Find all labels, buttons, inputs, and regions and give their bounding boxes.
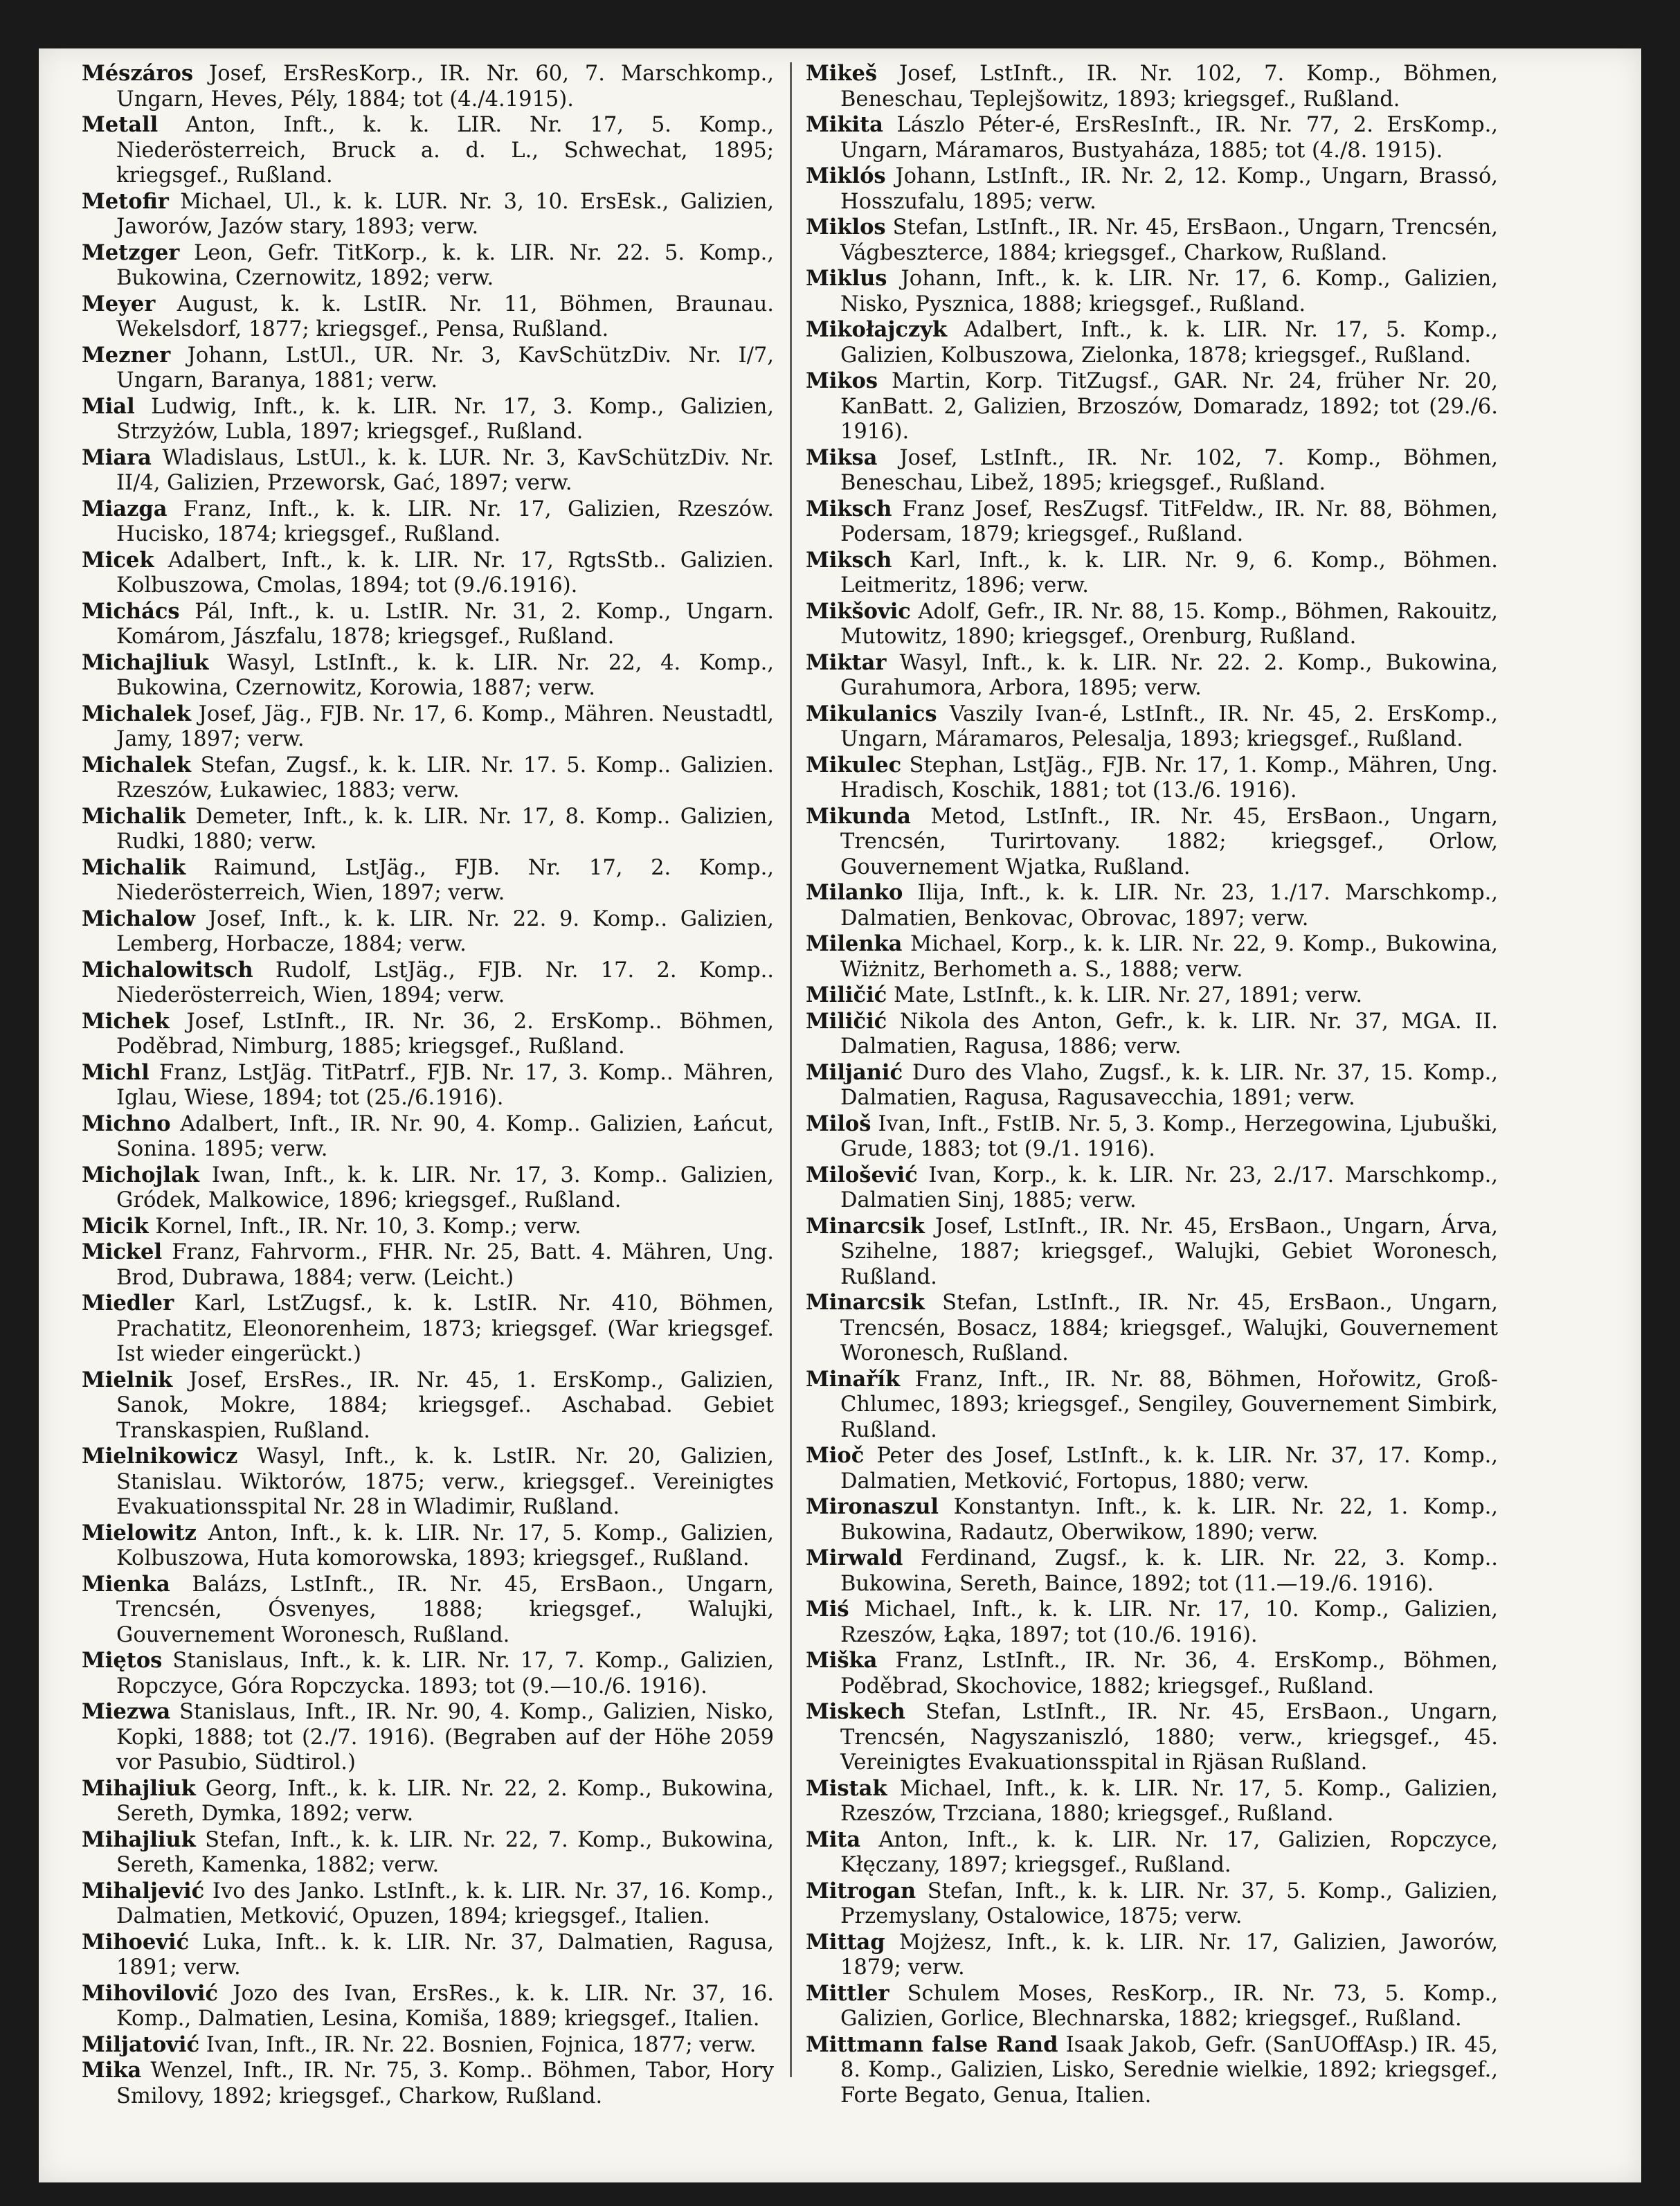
entry-details: Stephan, LstJäg., FJB. Nr. 17, 1. Komp., Mähren, Ung. Hradisch, Koschik, 1881; tot (13./6. 1916).	[840, 753, 1498, 802]
entry-details: Josef, LstInft., IR. Nr. 45, ErsBaon., Ungarn, Árva, Szihelne, 1887; kriegsgef., Walujki, Gebiet Woronesch, Rußland.	[840, 1214, 1498, 1289]
entry-details: Mate, LstInft., k. k. LIR. Nr. 27, 1891; verw.	[887, 983, 1363, 1007]
entry-details: Jozo des Ivan, ErsRes., k. k. LIR. Nr. 37, 16. Komp., Dalmatien, Lesina, Komiša, 1889; kriegsgef., Italien.	[116, 1981, 774, 2031]
list-entry	[82, 804, 774, 855]
entry-details: Wenzel, Inft., IR. Nr. 75, 3. Komp.. Böhmen, Tabor, Hory Smilovy, 1892; kriegsgef., Charkow, Rußland.	[116, 2059, 774, 2108]
entry-details: Pál, Inft., k. u. LstIR. Nr. 31, 2. Komp., Ungarn. Komárom, Jászfalu, 1878; kriegsgef., Rußland.	[116, 599, 774, 649]
entry-surname: Mial	[82, 393, 135, 419]
list-entry	[82, 343, 774, 394]
entry-surname: Michalek	[82, 752, 191, 778]
entry-surname: Mikos	[806, 368, 878, 393]
entry-details: Ferdinand, Zugsf., k. k. LIR. Nr. 22, 3. Komp.. Bukowina, Sereth, Baince, 1892; tot (11.—19./6. 1916).	[840, 1546, 1498, 1596]
list-entry	[806, 1163, 1498, 1214]
entry-details: Iwan, Inft., k. k. LIR. Nr. 17, 3. Komp.. Galizien, Gródek, Malkowice, 1896; kriegsgef., Rußland.	[116, 1163, 774, 1212]
entry-surname: Mezner	[82, 342, 171, 368]
list-entry	[82, 1291, 774, 1367]
entry-surname: Minarcsik	[806, 1213, 925, 1239]
list-entry	[806, 496, 1498, 548]
list-entry	[82, 650, 774, 701]
entry-details: Wasyl, Inft., k. k. LIR. Nr. 22. 2. Komp., Bukowina, Gurahumora, Arbora, 1895; verw.	[840, 650, 1498, 700]
entry-surname: Michalowitsch	[82, 957, 253, 983]
entry-surname: Miličić	[806, 983, 887, 1007]
entry-details: Josef, ErsResKorp., IR. Nr. 60, 7. Marschkomp., Ungarn, Heves, Pély, 1884; tot (4./4.1915).	[116, 62, 774, 111]
entry-details: Leon, Gefr. TitKorp., k. k. LIR. Nr. 22. 5. Komp., Bukowina, Czernowitz, 1892; verw.	[116, 240, 774, 290]
entry-details: Stanislaus, Inft., k. k. LIR. Nr. 17, 7. Komp., Galizien, Ropczyce, Góra Ropczycka. 1893; tot (9.—10./6. 1916).	[116, 1649, 774, 1698]
list-entry	[82, 240, 774, 292]
list-entry	[806, 1930, 1498, 1981]
entry-surname: Mittag	[806, 1929, 885, 1955]
list-entry	[806, 1878, 1498, 1930]
entry-surname: Milenka	[806, 931, 903, 956]
right-column	[806, 61, 1498, 2108]
entry-details: Nikola des Anton, Gefr., k. k. LIR. Nr. 37, MGA. II. Dalmatien, Ragusa, 1886; verw.	[840, 1009, 1498, 1059]
list-entry	[82, 61, 774, 112]
entry-surname: Michajliuk	[82, 649, 209, 675]
list-entry	[82, 701, 774, 753]
list-entry	[82, 1060, 774, 1111]
entry-surname: Mika	[82, 2058, 142, 2083]
list-entry	[82, 1163, 774, 1214]
entry-details: Johann, LstInft., IR. Nr. 2, 12. Komp., Ungarn, Brassó, Hosszufalu, 1895; verw.	[840, 164, 1498, 214]
entry-details: Mojżesz, Inft., k. k. LIR. Nr. 17, Galizien, Jaworów, 1879; verw.	[840, 1930, 1498, 1980]
entry-details: Wasyl, Inft., k. k. LstIR. Nr. 20, Galizien, Stanislau. Wiktorów, 1875; verw., kriegsgef.. Vereinigtes Evakuationsspital Nr. 28 in Wladimir, Rußland.	[116, 1444, 774, 1519]
entry-details: Josef, LstInft., IR. Nr. 102, 7. Komp., Böhmen, Beneschau, Libež, 1895; kriegsgef., Rußland.	[840, 445, 1498, 495]
list-entry	[82, 1367, 774, 1444]
entry-surname: Miloš	[806, 1111, 871, 1136]
entry-surname: Michalik	[82, 803, 186, 829]
entry-surname: Miklos	[806, 215, 886, 240]
entry-details: Konstantyn. Inft., k. k. LIR. Nr. 22, 1. Komp., Bukowina, Radautz, Oberwikow, 1890; verw.	[840, 1495, 1498, 1545]
list-entry	[82, 753, 774, 804]
entry-surname: Miazga	[82, 496, 168, 521]
entry-surname: Michno	[82, 1111, 171, 1136]
list-entry	[82, 1930, 774, 1981]
entry-surname: Miklós	[806, 163, 886, 188]
entry-details: Ivo des Janko. LstInft., k. k. LIR. Nr. 37, 16. Komp., Dalmatien, Metković, Opuzen, 1894; kriegsgef., Italien.	[116, 1878, 774, 1928]
entry-surname: Mienka	[82, 1571, 170, 1597]
entry-details: Franz Josef, ResZugsf. TitFeldw., IR. Nr. 88, Böhmen, Podersam, 1879; kriegsgef., Rußland.	[840, 496, 1498, 546]
list-entry	[82, 292, 774, 343]
list-entry	[82, 2032, 774, 2059]
entry-details: Metod, LstInft., IR. Nr. 45, ErsBaon., Ungarn, Trencsén, Turirtovany. 1882; kriegsgef., Orlow, Gouvernement Wjatka, Rußland.	[840, 804, 1498, 879]
entry-details: Adalbert, Inft., IR. Nr. 90, 4. Komp.. Galizien, Łańcut, Sonina. 1895; verw.	[116, 1111, 774, 1161]
list-entry	[806, 317, 1498, 368]
entry-details: Stefan, LstInft., IR. Nr. 45, ErsBaon., Ungarn, Trencsén, Bosacz, 1884; kriegsgef., Walujki, Gouvernement Woronesch, Rußland.	[840, 1291, 1498, 1365]
entry-details: Stefan, Inft., k. k. LIR. Nr. 37, 5. Komp., Galizien, Przemyslany, Ostalowice, 1875; verw.	[840, 1878, 1498, 1928]
list-entry	[806, 983, 1498, 1009]
entry-surname: Miklus	[806, 266, 887, 291]
list-entry	[806, 163, 1498, 215]
entry-details: Wasyl, LstInft., k. k. LIR. Nr. 22, 4. Komp., Bukowina, Czernowitz, Korowia, 1887; verw.	[116, 650, 774, 700]
entry-details: Franz, Inft., k. k. LIR. Nr. 17, Galizien, Rzeszów. Hucisko, 1874; kriegsgef., Rußland.	[116, 496, 774, 546]
entry-surname: Micek	[82, 547, 154, 573]
list-entry	[82, 906, 774, 958]
entry-details: Ludwig, Inft., k. k. LIR. Nr. 17, 3. Komp., Galizien, Strzyżów, Lubla, 1897; kriegsgef., Rußland.	[116, 394, 774, 444]
entry-surname: Michalow	[82, 906, 196, 931]
entry-surname: Miezwa	[82, 1699, 171, 1724]
entry-details: Kornel, Inft., IR. Nr. 10, 3. Komp.; verw.	[148, 1214, 581, 1239]
list-entry	[82, 1111, 774, 1163]
entry-surname: Micik	[82, 1213, 149, 1239]
entry-surname: Mikita	[806, 112, 883, 137]
entry-details: Wladislaus, LstUl., k. k. LUR. Nr. 3, KavSchützDiv. Nr. II/4, Galizien, Przeworsk, Gać, 1897; verw.	[116, 445, 774, 495]
entry-surname: Mikeš	[806, 61, 878, 86]
entry-surname: Mihajliuk	[82, 1827, 196, 1852]
entry-details: Franz, Fahrvorm., FHR. Nr. 25, Batt. 4. Mähren, Ung. Brod, Dubrawa, 1884; verw. (Leicht.)	[116, 1240, 774, 1290]
list-entry	[806, 368, 1498, 445]
entry-details: Martin, Korp. TitZugsf., GAR. Nr. 24, früher Nr. 20, KanBatt. 2, Galizien, Brzoszów, Domaradz, 1892; tot (29./6. 1916).	[840, 369, 1498, 444]
list-entry	[806, 1597, 1498, 1648]
entry-surname: Metall	[82, 112, 159, 137]
list-entry	[82, 1878, 774, 1930]
entry-surname: Mikołajczyk	[806, 317, 948, 342]
list-entry	[806, 445, 1498, 496]
list-entry	[82, 1572, 774, 1649]
entry-details: Josef, Jäg., FJB. Nr. 17, 6. Komp., Mähren. Neustadtl, Jamy, 1897; verw.	[116, 701, 774, 751]
list-entry	[82, 1648, 774, 1699]
entry-surname: Meyer	[82, 291, 156, 316]
list-entry	[82, 496, 774, 548]
list-entry	[82, 445, 774, 496]
list-entry	[806, 266, 1498, 317]
entry-surname: Miška	[806, 1648, 878, 1673]
document-page	[39, 48, 1641, 2182]
list-entry	[82, 1444, 774, 1521]
list-entry	[806, 1111, 1498, 1163]
entry-surname: Miktar	[806, 649, 887, 675]
entry-surname: Mielnikowicz	[82, 1444, 238, 1469]
entry-details: Demeter, Inft., k. k. LIR. Nr. 17, 8. Komp.. Galizien, Rudki, 1880; verw.	[116, 804, 774, 854]
entry-surname: Milanko	[806, 880, 903, 905]
list-entry	[806, 880, 1498, 931]
entry-surname: Michács	[82, 598, 180, 624]
list-entry	[806, 112, 1498, 163]
list-entry	[806, 1494, 1498, 1545]
entry-details: Stefan, LstInft., IR. Nr. 45, ErsBaon., Ungarn, Trencsén, Nagyszaniszló, 1880; verw., kriegsgef., 45. Vereinigtes Evakuationsspital in Rjäsan Rußland.	[840, 1700, 1498, 1775]
entry-surname: Miętos	[82, 1648, 163, 1673]
left-column	[82, 61, 774, 2109]
entry-surname: Miljatović	[82, 2032, 200, 2057]
entry-details: Karl, Inft., k. k. LIR. Nr. 9, 6. Komp., Böhmen. Leitmeritz, 1896; verw.	[840, 548, 1498, 598]
entry-surname: Miksa	[806, 445, 878, 470]
entry-surname: Mielowitz	[82, 1520, 197, 1545]
entry-surname: Mistak	[806, 1775, 887, 1801]
list-entry	[806, 1060, 1498, 1111]
list-entry	[806, 1981, 1498, 2032]
list-entry	[806, 1367, 1498, 1444]
entry-surname: Mirwald	[806, 1545, 903, 1570]
entry-details: Josef, Inft., k. k. LIR. Nr. 22. 9. Komp.. Galizien, Lemberg, Horbacze, 1884; verw.	[116, 906, 774, 956]
list-entry	[82, 394, 774, 445]
entry-surname: Miara	[82, 445, 152, 470]
list-entry	[806, 1776, 1498, 1827]
entry-surname: Mikunda	[806, 803, 911, 829]
entry-surname: Metzger	[82, 240, 180, 265]
list-entry	[806, 1827, 1498, 1878]
entry-surname: Mickel	[82, 1239, 163, 1264]
entry-details: Michael, Inft., k. k. LIR. Nr. 17, 10. Komp., Galizien, Rzeszów, Łąka, 1897; tot (10./6. 1916).	[840, 1597, 1498, 1647]
entry-surname: Mita	[806, 1827, 861, 1852]
entry-surname: Michek	[82, 1008, 170, 1034]
entry-surname: Mironaszul	[806, 1494, 939, 1519]
entry-surname: Miś	[806, 1597, 849, 1622]
entry-details: Michael, Korp., k. k. LIR. Nr. 22, 9. Komp., Bukowina, Wiżnitz, Berhometh a. S., 1888; verw.	[840, 932, 1498, 982]
entry-details: Johann, Inft., k. k. LIR. Nr. 17, 6. Komp., Galizien, Nisko, Pysznica, 1888; kriegsgef., Rußland.	[840, 267, 1498, 316]
list-entry	[806, 1290, 1498, 1367]
entry-details: Franz, LstInft., IR. Nr. 36, 4. ErsKomp., Böhmen, Poděbrad, Skochovice, 1882; kriegsgef., Rußland.	[840, 1649, 1498, 1698]
entry-details: Stefan, Zugsf., k. k. LIR. Nr. 17. 5. Komp.. Galizien. Rzeszów, Łukawiec, 1883; verw.	[116, 753, 774, 802]
list-entry	[82, 189, 774, 240]
list-entry	[82, 855, 774, 906]
list-entry	[806, 931, 1498, 983]
entry-details: Adolf, Gefr., IR. Nr. 88, 15. Komp., Böhmen, Rakouitz, Mutowitz, 1890; kriegsgef., Orenburg, Rußland.	[840, 599, 1498, 649]
list-entry	[82, 1776, 774, 1827]
list-entry	[82, 2058, 774, 2109]
entry-details: Franz, LstJäg. TitPatrf., FJB. Nr. 17, 3. Komp.. Mähren, Iglau, Wiese, 1894; tot (25./6.1916).	[116, 1060, 774, 1110]
entry-surname: Mészáros	[82, 61, 194, 86]
entry-surname: Miksch	[806, 496, 892, 521]
entry-details: August, k. k. LstIR. Nr. 11, Böhmen, Braunau. Wekelsdorf, 1877; kriegsgef., Pensa, Rußland.	[116, 292, 774, 341]
entry-surname: Miličić	[806, 1008, 887, 1034]
entry-details: Stanislaus, Inft., IR. Nr. 90, 4. Komp., Galizien, Nisko, Kopki, 1888; tot (2./7. 1916). (Begraben auf der Höhe 2059 vor Pasubio, Südtirol.)	[116, 1700, 774, 1775]
list-entry	[82, 1214, 774, 1240]
entry-details: Anton, Inft., k. k. LIR. Nr. 17, Galizien, Ropczyce, Kłęczany, 1897; kriegsgef., Rußland.	[840, 1827, 1498, 1877]
list-entry	[806, 804, 1498, 881]
list-entry	[806, 701, 1498, 753]
list-entry	[82, 548, 774, 599]
list-entry	[82, 958, 774, 1009]
entry-details: Ivan, Korp., k. k. LIR. Nr. 23, 2./17. Marschkomp., Dalmatien Sinj, 1885; verw.	[840, 1163, 1498, 1212]
list-entry	[82, 1009, 774, 1060]
list-entry	[82, 1981, 774, 2032]
entry-details: Ivan, Inft., FstIB. Nr. 5, 3. Komp., Herzegowina, Ljubuški, Grude, 1883; tot (9./1. 1916).	[840, 1111, 1498, 1161]
entry-details: Duro des Vlaho, Zugsf., k. k. LIR. Nr. 37, 15. Komp., Dalmatien, Ragusa, Ragusavecchia, 1891; verw.	[840, 1060, 1498, 1110]
entry-details: Adalbert, Inft., k. k. LIR. Nr. 17, 5. Komp., Galizien, Kolbuszowa, Zielonka, 1878; kriegsgef., Rußland.	[840, 318, 1498, 368]
entry-surname: Metofir	[82, 188, 169, 214]
list-entry	[806, 753, 1498, 804]
entry-surname: Michojlak	[82, 1162, 199, 1187]
entry-details: Raimund, LstJäg., FJB. Nr. 17, 2. Komp., Niederösterreich, Wien, 1897; verw.	[116, 855, 774, 905]
entry-details: Franz, Inft., IR. Nr. 88, Böhmen, Hořowitz, Groß-Chlumec, 1893; kriegsgef., Sengiley, Gouvernement Simbirk, Rußland.	[840, 1367, 1498, 1442]
entry-details: Isaak Jakob, Gefr. (SanUOffAsp.) IR. 45, 8. Komp., Galizien, Lisko, Serednie wielkie, 1892; kriegsgef., Forte Begato, Genua, Italien.	[840, 2032, 1498, 2108]
entry-surname: Miskech	[806, 1699, 905, 1724]
entry-details: Balázs, LstInft., IR. Nr. 45, ErsBaon., Ungarn, Trencsén, Ósvenyes, 1888; kriegsgef., Walujki, Gouvernement Woronesch, Rußland.	[116, 1572, 774, 1647]
entry-details: Peter des Josef, LstInft., k. k. LIR. Nr. 37, 17. Komp., Dalmatien, Metković, Fortopus, 1880; verw.	[840, 1444, 1498, 1494]
entry-details: Johann, LstUl., UR. Nr. 3, KavSchützDiv. Nr. I/7, Ungarn, Baranya, 1881; verw.	[116, 343, 774, 393]
list-entry	[82, 1521, 774, 1572]
list-entry	[82, 599, 774, 650]
entry-details: Ilija, Inft., k. k. LIR. Nr. 23, 1./17. Marschkomp., Dalmatien, Benkovac, Obrovac, 1897; verw.	[840, 881, 1498, 931]
entry-surname: Mitrogan	[806, 1878, 916, 1903]
entry-details: Rudolf, LstJäg., FJB. Nr. 17. 2. Komp.. Niederösterreich, Wien, 1894; verw.	[116, 958, 774, 1007]
entry-surname: Mittler	[806, 1980, 889, 2006]
list-entry	[806, 2032, 1498, 2109]
list-entry	[82, 1699, 774, 1776]
list-entry	[806, 1699, 1498, 1776]
entry-details: Georg, Inft., k. k. LIR. Nr. 22, 2. Komp., Bukowina, Sereth, Dymka, 1892; verw.	[116, 1776, 774, 1826]
list-entry	[806, 215, 1498, 266]
list-entry	[82, 1827, 774, 1878]
entry-surname: Mioč	[806, 1443, 865, 1468]
entry-details: Anton, Inft., k. k. LIR. Nr. 17, 5. Komp., Galizien, Kolbuszowa, Huta komorowska, 1893; kriegsgef., Rußland.	[116, 1521, 774, 1570]
entry-details: Karl, LstZugsf., k. k. LstIR. Nr. 410, Böhmen, Prachatitz, Eleonorenheim, 1873; kriegsgef. (War kriegsgef. Ist wieder eingerückt.)	[116, 1291, 774, 1366]
entry-surname: Miedler	[82, 1291, 174, 1316]
entry-details: Anton, Inft., k. k. LIR. Nr. 17, 5. Komp., Niederösterreich, Bruck a. d. L., Schwechat, 1895; kriegsgef., Rußland.	[116, 113, 774, 188]
entry-surname: Mikšovic	[806, 598, 911, 624]
list-entry	[806, 1648, 1498, 1699]
entry-details: Ivan, Inft., IR. Nr. 22. Bosnien, Fojnica, 1877; verw.	[199, 2032, 757, 2057]
entry-surname: Mikulanics	[806, 701, 937, 726]
entry-surname: Michalik	[82, 854, 186, 880]
entry-surname: Mikulec	[806, 752, 902, 778]
entry-surname: Miljanić	[806, 1059, 903, 1085]
list-entry	[806, 599, 1498, 650]
entry-details: Stefan, LstInft., IR. Nr. 45, ErsBaon., Ungarn, Trencsén, Vágbeszterce, 1884; kriegsgef., Charkow, Rußland.	[840, 215, 1498, 265]
entry-details: Josef, LstInft., IR. Nr. 36, 2. ErsKomp.. Böhmen, Poděbrad, Nimburg, 1885; kriegsgef., Rußland.	[116, 1009, 774, 1059]
entry-surname: Michalek	[82, 701, 191, 726]
entry-details: Vaszily Ivan-é, LstInft., IR. Nr. 45, 2. ErsKomp., Ungarn, Máramaros, Pelesalja, 1893; kriegsgef., Rußland.	[840, 701, 1498, 751]
list-entry	[82, 1239, 774, 1291]
list-entry	[806, 1443, 1498, 1494]
entry-details: Josef, LstInft., IR. Nr. 102, 7. Komp., Böhmen, Beneschau, Teplejšowitz, 1893; kriegsgef., Rußland.	[840, 62, 1498, 111]
list-entry	[806, 61, 1498, 112]
entry-details: Schulem Moses, ResKorp., IR. Nr. 73, 5. Komp., Galizien, Gorlice, Blechnarska, 1882; kriegsgef., Rußland.	[840, 1981, 1498, 2031]
entry-surname: Mihajliuk	[82, 1775, 196, 1801]
entry-details: Luka, Inft.. k. k. LIR. Nr. 37, Dalmatien, Ragusa, 1891; verw.	[116, 1930, 774, 1980]
entry-surname: Mittmann false Rand	[806, 2032, 1058, 2057]
entry-surname: Minarcsik	[806, 1290, 925, 1315]
list-entry	[806, 650, 1498, 701]
list-entry	[82, 112, 774, 189]
entry-details: Michael, Ul., k. k. LUR. Nr. 3, 10. ErsEsk., Galizien, Jaworów, Jazów stary, 1893; verw.	[116, 189, 774, 239]
entry-surname: Miksch	[806, 547, 892, 573]
entry-surname: Mielnik	[82, 1367, 173, 1392]
list-entry	[806, 1009, 1498, 1060]
entry-details: Lászlo Péter-é, ErsResInft., IR. Nr. 77, 2. ErsKomp., Ungarn, Máramaros, Bustyaháza, 1885; tot (4./8. 1915).	[840, 113, 1498, 163]
list-entry	[806, 1545, 1498, 1597]
entry-surname: Milošević	[806, 1162, 918, 1187]
list-entry	[806, 1214, 1498, 1291]
entry-details: Adalbert, Inft., k. k. LIR. Nr. 17, RgtsStb.. Galizien. Kolbuszowa, Cmolas, 1894; tot (9./6.1916).	[116, 548, 774, 598]
entry-details: Stefan, Inft., k. k. LIR. Nr. 22, 7. Komp., Bukowina, Sereth, Kamenka, 1882; verw.	[116, 1827, 774, 1877]
entry-details: Michael, Inft., k. k. LIR. Nr. 17, 5. Komp., Galizien, Rzeszów, Trzciana, 1880; kriegsgef., Rußland.	[840, 1776, 1498, 1826]
entry-details: Josef, ErsRes., IR. Nr. 45, 1. ErsKomp., Galizien, Sanok, Mokre, 1884; kriegsgef.. Aschabad. Gebiet Transkaspien, Rußland.	[116, 1367, 774, 1443]
entry-surname: Mihovilović	[82, 1980, 218, 2006]
entry-surname: Minařík	[806, 1366, 901, 1392]
entry-surname: Mihoević	[82, 1929, 190, 1955]
entry-surname: Mihaljević	[82, 1878, 205, 1903]
column-divider	[790, 62, 792, 2077]
list-entry	[806, 548, 1498, 599]
entry-surname: Michl	[82, 1059, 150, 1085]
